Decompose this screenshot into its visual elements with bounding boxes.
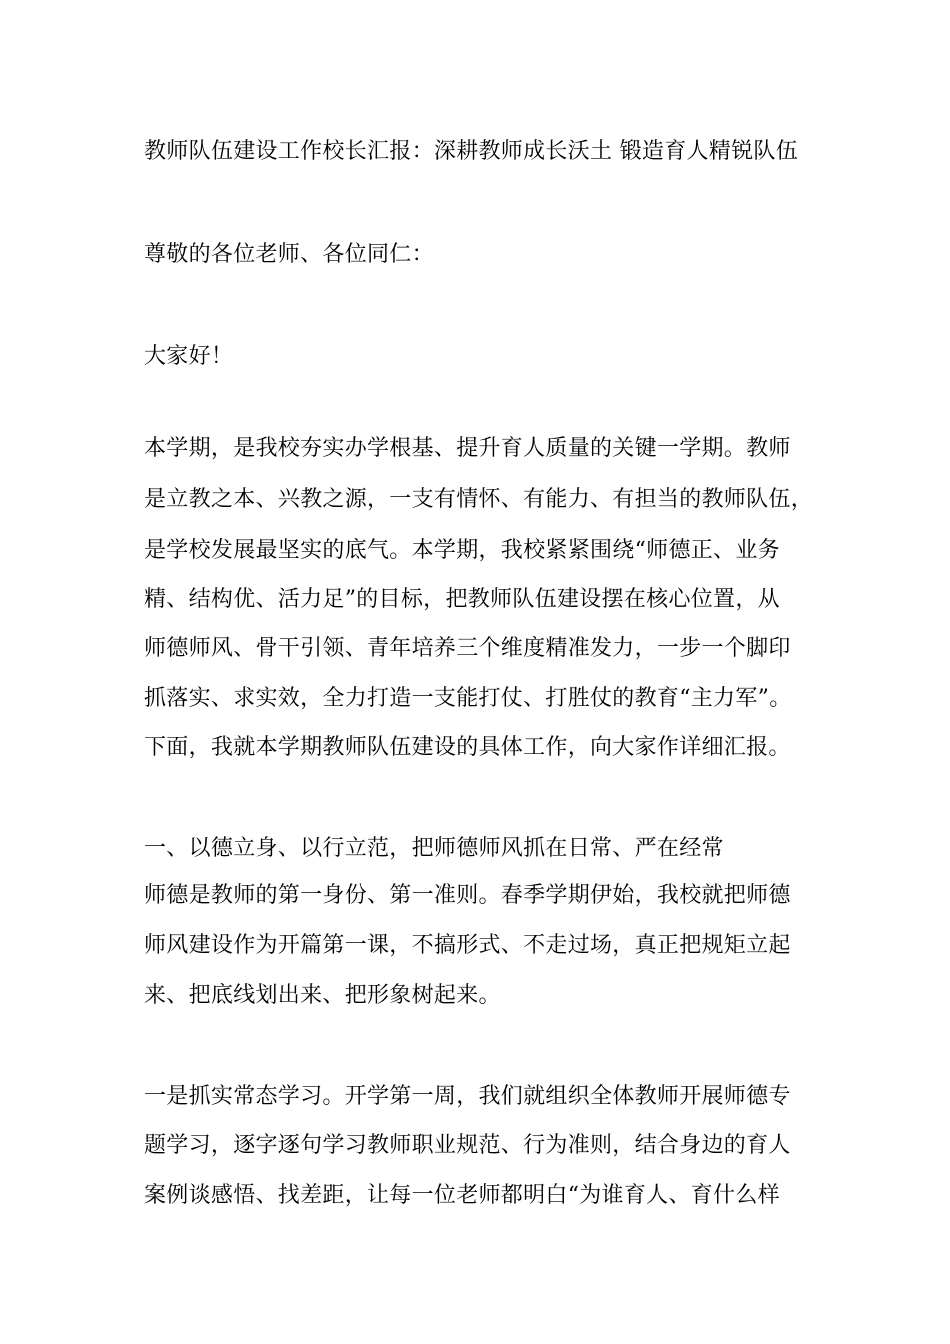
section-line: 师风建设作为开篇第一课，不搞形式、不走过场，真正把规矩立起: [144, 933, 791, 958]
intro-line: 本学期，是我校夯实办学根基、提升育人质量的关键一学期。教师: [144, 436, 791, 461]
intro-line: 精、结构优、活力足”的目标，把教师队伍建设摆在核心位置，从: [144, 587, 780, 612]
point-line: 案例谈感悟、找差距，让每一位老师都明白“为谁育人、育什么样: [144, 1183, 780, 1208]
greeting: 大家好！: [144, 344, 234, 369]
section-line: 师德是教师的第一身份、第一准则。春季学期伊始，我校就把师德: [144, 883, 791, 908]
intro-line: 是立教之本、兴教之源，一支有情怀、有能力、有担当的教师队伍，: [144, 487, 814, 512]
point-line: 题学习，逐字逐句学习教师职业规范、行为准则，结合身边的育人: [144, 1133, 791, 1158]
document-title: 教师队伍建设工作校长汇报：深耕教师成长沃土 锻造育人精锐队伍: [144, 139, 798, 164]
salutation: 尊敬的各位老师、各位同仁：: [144, 242, 434, 267]
intro-line: 是学校发展最坚实的底气。本学期，我校紧紧围绕“师德正、业务: [144, 538, 780, 563]
intro-line: 下面，我就本学期教师队伍建设的具体工作，向大家作详细汇报。: [144, 735, 791, 760]
point-line: 一是抓实常态学习。开学第一周，我们就组织全体教师开展师德专: [144, 1084, 791, 1109]
intro-line: 师德师风、骨干引领、青年培养三个维度精准发力，一步一个脚印: [144, 636, 791, 661]
intro-line: 抓落实、求实效，全力打造一支能打仗、打胜仗的教育“主力军”。: [144, 686, 792, 711]
section-line: 来、把底线划出来、把形象树起来。: [144, 983, 501, 1008]
section-heading: 一、以德立身、以行立范，把师德师风抓在日常、严在经常: [144, 836, 724, 861]
